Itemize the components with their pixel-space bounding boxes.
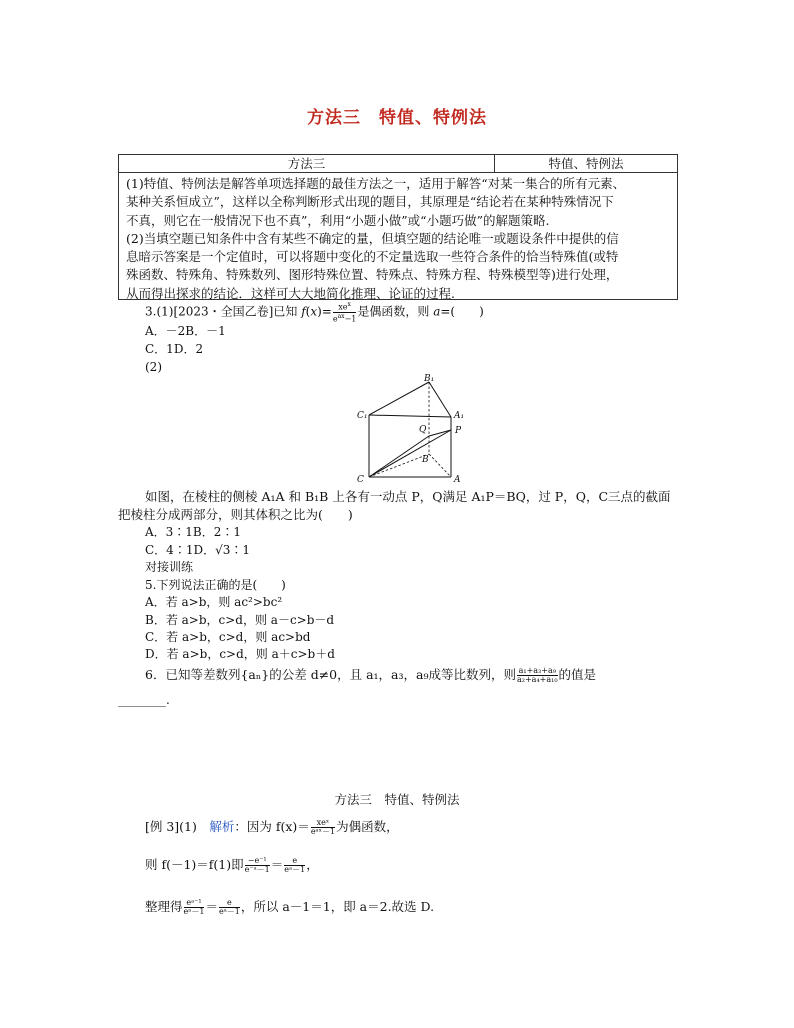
label-a: A	[454, 475, 461, 484]
edge-b-a-hidden	[429, 454, 451, 477]
q3-den-sup: ax	[337, 312, 345, 320]
title-method: 方法三	[307, 108, 361, 128]
answer-line-3	[145, 898, 434, 916]
answer-l3-fraction2	[219, 899, 240, 916]
page-title	[0, 103, 794, 128]
q3-x: x	[310, 304, 318, 319]
answer-l2-num1: −e⁻¹	[245, 857, 270, 866]
label-c1: C₁	[357, 411, 368, 421]
q5-option-c: C．若 a>b，c>d，则 ac>bd	[145, 630, 311, 644]
answer-l1a: ：因为 f(x)＝	[234, 819, 310, 834]
edge-c-b-hidden	[369, 454, 429, 477]
title-topic: 特值、特例法	[379, 108, 487, 128]
table-line: 殊函数、特殊角、特殊数列、图形特殊位置、特殊点、特殊方程、特殊模型等)进行处理，	[126, 267, 619, 283]
q3-f: f	[301, 304, 306, 319]
method-summary-table	[118, 154, 678, 300]
answer-l2-den2: eᵃ－1	[284, 865, 306, 874]
table-line: 某种关系恒成立”，这样以全称判断形式出现的题目，其原理是“结论若在某种特殊情况下	[126, 194, 614, 210]
q3-suffix: 是偶函数，则	[357, 304, 430, 319]
q3-part2-label: (2)	[145, 360, 162, 374]
q6-fraction	[517, 667, 558, 684]
table-line: (1)特值、特例法是解答单项选择题的最佳方法之一，适用于解答“对某一集合的所有元素、	[126, 176, 626, 191]
table-line: 息暗示答案是一个定值时，可以将题中变化的不定量选取一些符合条件的恰当特殊值(或特	[126, 249, 619, 265]
question-6	[145, 666, 596, 684]
q3-suffix2: =( )	[440, 304, 484, 319]
answer-l2b: ，	[306, 857, 319, 872]
q3-option-ab: A．－2B．－1	[145, 324, 226, 338]
answer-l3-den1: eᵃ－1	[183, 907, 205, 916]
q6-answer-blank: ________.	[118, 693, 170, 707]
answer-l3a: 整理得	[145, 899, 183, 914]
q3-eq: =	[321, 304, 332, 319]
q3-option-cd: C．1D．2	[145, 342, 204, 356]
table-body	[119, 173, 677, 303]
answer-l3-den2: eᵃ－1	[218, 907, 240, 916]
q3-2-line1: 如图，在棱柱的侧棱 A₁A 和 B₁B 上各有一动点 P，Q满足 A₁P＝BQ，过 P，Q，C三点的截面	[145, 489, 671, 504]
answer-l3-num1: eᵃ⁻¹	[184, 899, 205, 908]
answer-l3-num2: e	[219, 899, 240, 908]
answer-l1-fraction	[311, 819, 335, 836]
label-a1: A₁	[454, 411, 465, 421]
q6-den: a₂+a₄+a₁₀	[517, 675, 558, 684]
q3-num: xe	[338, 302, 348, 312]
edge-c1-a1	[369, 415, 451, 417]
line-c-q	[369, 436, 429, 477]
answer-l1-den: eᵃˣ－1	[310, 827, 336, 836]
q3-2-line2: 把棱柱分成两部分，则其体积之比为( )	[118, 507, 353, 522]
question-3-1: 3.(1)[2023・全国乙卷]已知 f(x)= $\frac{xe^x}{e^{ax}-1}$ 是偶函数，则 a=( )	[145, 301, 484, 324]
label-c: C	[357, 475, 364, 484]
answer-l1-num: xeˣ	[311, 819, 335, 828]
practice-heading: 对接训练	[145, 560, 194, 574]
answer-l2a: 则 f(－1)＝f(1)即	[145, 857, 244, 872]
line-q-p	[429, 430, 451, 436]
q6-num: a₁+a₃+a₉	[518, 666, 556, 675]
answer-line-1	[145, 818, 399, 836]
q6-tail: 的值是	[558, 667, 597, 682]
label-p: P	[455, 426, 462, 436]
q6-text: 6．已知等差数列{aₙ}的公差 d≠0，且 a₁，a₃，a₉成等比数列，则	[145, 667, 516, 682]
question-5: 5.下列说法正确的是( )	[145, 578, 286, 592]
answer-l3-fraction1	[184, 899, 205, 916]
answer-l2-num2: e	[284, 857, 305, 866]
q3-2-option-cd: C．4∶1D．√3∶1	[145, 543, 250, 557]
q3-den-tail: −1	[344, 314, 357, 324]
answer-l3b: ，所以 a－1＝1，即 a＝2.故选 D.	[240, 899, 435, 914]
answer-title: 方法三 特值、特例法	[334, 792, 460, 807]
q3-2-option-ab: A．3∶1B．2∶1	[145, 525, 242, 539]
edge-c1-b1	[369, 382, 429, 415]
answer-l2-fraction1	[245, 857, 270, 874]
answer-line-2	[145, 856, 319, 874]
prism-figure	[350, 372, 470, 484]
answer-l2-fraction2	[284, 857, 305, 874]
table-header-right: 特值、特例法	[548, 156, 624, 171]
answer-l3-eq: ＝	[205, 899, 218, 914]
q5-option-b: B．若 a>b，c>d，则 a－c>b－d	[145, 613, 335, 627]
label-b1: B₁	[424, 374, 435, 384]
answer-l2-eq: ＝	[270, 857, 284, 872]
label-b: B	[422, 455, 429, 465]
q3-prefix: 3.(1)[2023・全国乙卷]已知	[145, 304, 298, 319]
table-line: 从而得出探求的结论．这样可大大地简化推理、论证的过程.	[126, 285, 455, 301]
table-header-left: 方法三	[119, 155, 495, 172]
example-label: [例 3](1)	[145, 819, 210, 834]
q5-option-a: A．若 a>b，则 ac²>bc²	[145, 595, 283, 609]
label-q: Q	[419, 425, 427, 435]
q3-num-sup: x	[347, 301, 351, 308]
q3-fraction	[333, 301, 357, 323]
table-header	[119, 155, 677, 173]
edge-b1-a1	[429, 382, 451, 417]
analysis-label: 解析	[209, 819, 235, 834]
table-line: (2)当填空题已知条件中含有某些不确定的量，但填空题的结论唯一或题设条件中提供的信	[126, 230, 619, 246]
line-c-p	[369, 430, 451, 477]
q3-den: e	[332, 314, 338, 324]
q3-a: a	[433, 304, 441, 319]
table-line: 不真，则它在一般情况下也不真”，利用“小题小做”或“小题巧做”的解题策略.	[126, 212, 550, 228]
q5-option-d: D．若 a>b，c>d，则 a＋c>b＋d	[145, 647, 335, 661]
answer-l1b: 为偶函数，	[336, 819, 399, 834]
answer-l2-den1: e⁻ᵃ－1	[244, 865, 270, 874]
